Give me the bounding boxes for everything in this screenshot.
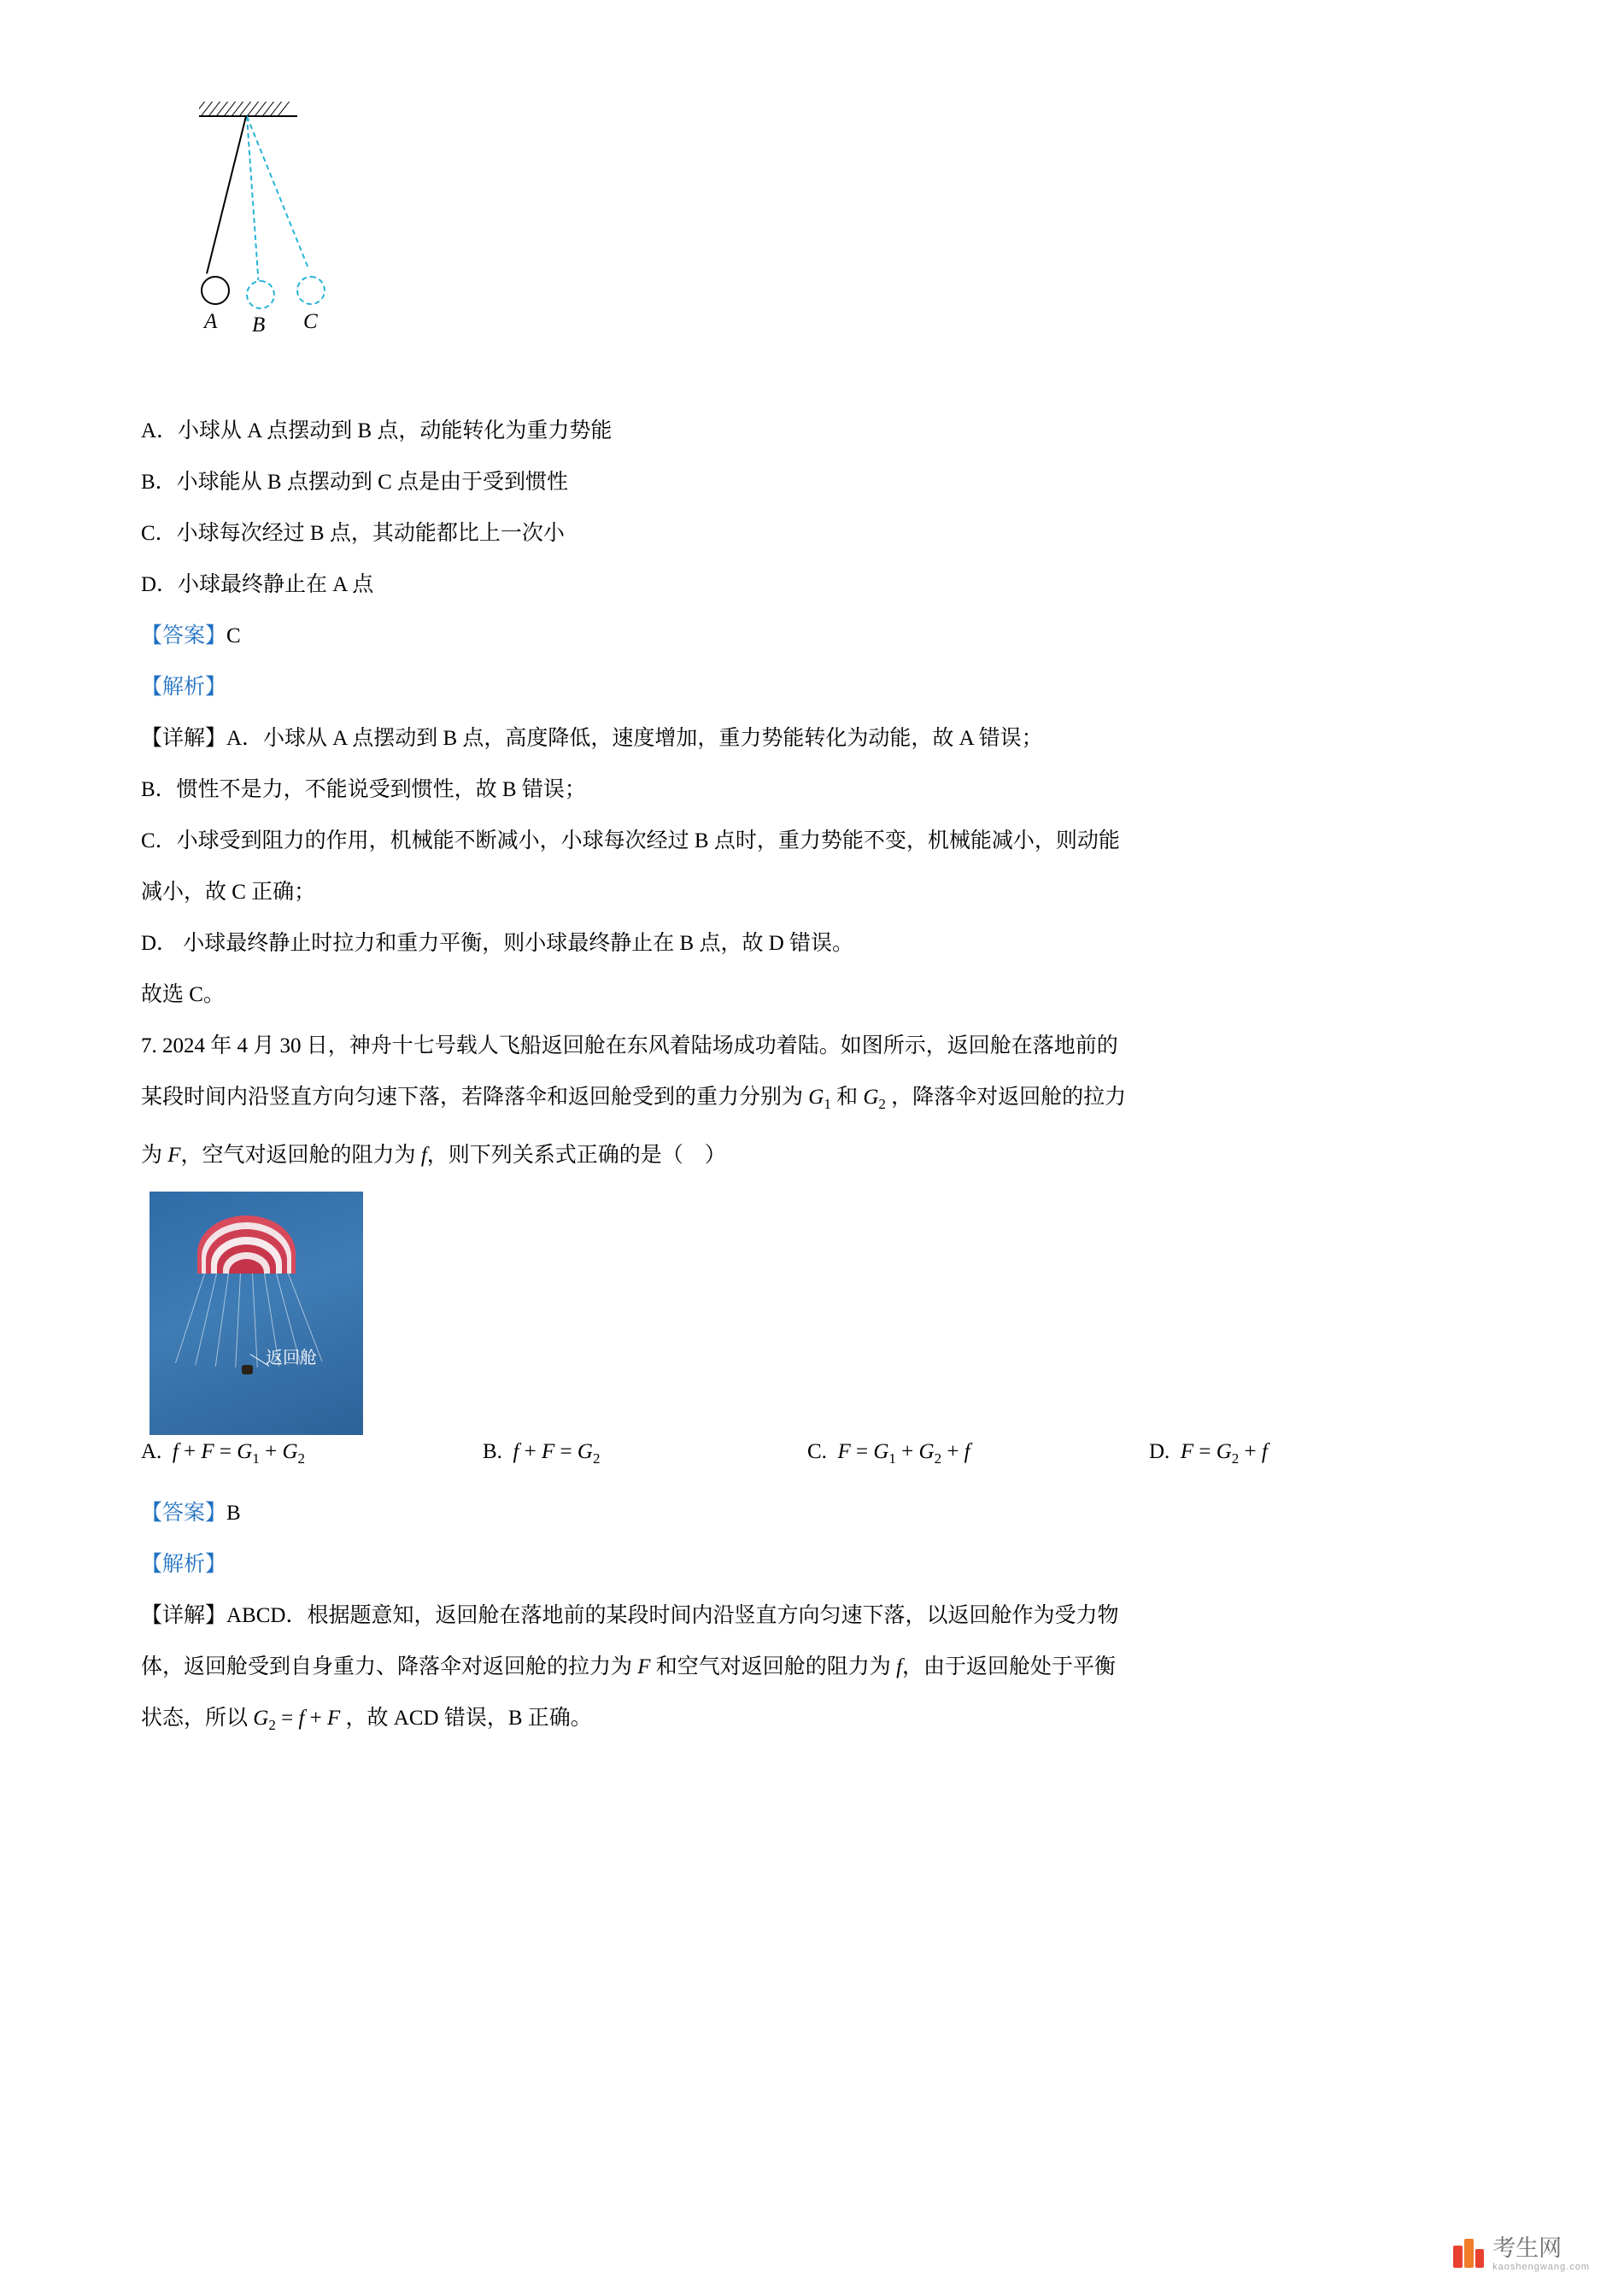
return-capsule-object [242, 1365, 253, 1374]
q7-stem-line-3: 为 F，空气对返回舱的阻力为 f，则下列关系式正确的是（ ） [141, 1144, 726, 1167]
pendulum-figure [150, 81, 431, 406]
brand-logo-icon [1451, 2237, 1486, 2271]
q6-detail-line-2: B．惯性不是力，不能说受到惯性，故 B 错误； [141, 778, 586, 801]
ball-position-a [201, 276, 230, 305]
figure-label-a: A [204, 310, 218, 333]
q6-answer-value: C [226, 624, 241, 647]
q7-option-b: B. $f + F = G_2$ [483, 1440, 601, 1467]
q7-detail-line-3: 状态，所以 $G_2 = f + F$ ，故 ACD 错误，B 正确。 [141, 1707, 592, 1733]
capsule-caption: 返回舱 [266, 1349, 317, 1368]
watermark-name: 考生网 [1492, 2235, 1562, 2262]
q7-option-c: C. $F = G_1 + G_2 + f$ [807, 1440, 970, 1467]
figure-label-c: C [303, 310, 318, 333]
watermark [1451, 2236, 1590, 2272]
q6-detail-line-4: 减小，故 C 正确； [141, 881, 316, 904]
q7-options-row [141, 1440, 1482, 1488]
q7-answer-row [141, 1488, 1482, 1539]
q6-analysis-tag: 【解析】 [141, 676, 227, 699]
capsule-photo [150, 1192, 363, 1435]
q6-option-d: D．小球最终静止在 A 点 [141, 573, 374, 596]
parachute-icon [197, 1215, 296, 1274]
q6-detail-line-5: D． 小球最终静止时拉力和重力平衡，则小球最终静止在 B 点，故 D 错误。 [141, 932, 854, 955]
q7-stem-line-2: 某段时间内沿竖直方向匀速下落，若降落伞和返回舱受到的重力分别为 $G_1$ 和 $G_2$ ，降落伞对返回舱的拉力 [141, 1086, 1127, 1112]
ball-position-b [246, 280, 275, 309]
q7-detail-line-1: 【详解】ABCD．根据题意知，返回舱在落地前的某段时间内沿竖直方向匀速下落，以返回舱作为受力物 [141, 1604, 1119, 1627]
q7-stem-line-1: 7. 2024 年 4 月 30 日，神舟十七号载人飞船返回舱在东风着陆场成功着陆。如图所示，返回舱在落地前的 [141, 1034, 1118, 1057]
q7-option-a: A. $f + F = G_1 + G_2$ [141, 1440, 305, 1467]
q6-answer-tag: 【答案】 [141, 624, 227, 647]
q6-option-b: B．小球能从 B 点摆动到 C 点是由于受到惯性 [141, 471, 569, 494]
q7-answer-value: B [226, 1502, 241, 1525]
q6-detail-line-3: C．小球受到阻力的作用，机械能不断减小，小球每次经过 B 点时，重力势能不变，机械能减小，则动能 [141, 829, 1120, 852]
q6-option-a: A．小球从 A 点摆动到 B 点，动能转化为重力势能 [141, 419, 613, 442]
q7-answer-tag: 【答案】 [141, 1502, 227, 1525]
document-content [141, 81, 1482, 1751]
q6-answer-row [141, 611, 1482, 662]
q6-option-c: C．小球每次经过 B 点，其动能都比上一次小 [141, 522, 565, 545]
q7-option-d: D. $F = G_2 + f$ [1149, 1440, 1268, 1467]
q6-detail-line-1: 【详解】A．小球从 A 点摆动到 B 点，高度降低，速度增加，重力势能转化为动能，故 A 错误； [141, 727, 1043, 750]
q7-detail-line-2: 体，返回舱受到自身重力、降落伞对返回舱的拉力为 F 和空气对返回舱的阻力为 f，由于返回舱处于平衡 [141, 1655, 1117, 1678]
ball-position-c [296, 276, 325, 305]
ceiling-hatching-icon [199, 102, 297, 116]
q6-detail-line-6: 故选 C。 [141, 983, 225, 1006]
pendulum-string-a [206, 116, 247, 274]
figure-label-b: B [252, 313, 266, 337]
q7-analysis-tag: 【解析】 [141, 1553, 227, 1576]
watermark-sub: kaoshengwang.com [1492, 2261, 1590, 2272]
watermark-text [1492, 2236, 1590, 2272]
